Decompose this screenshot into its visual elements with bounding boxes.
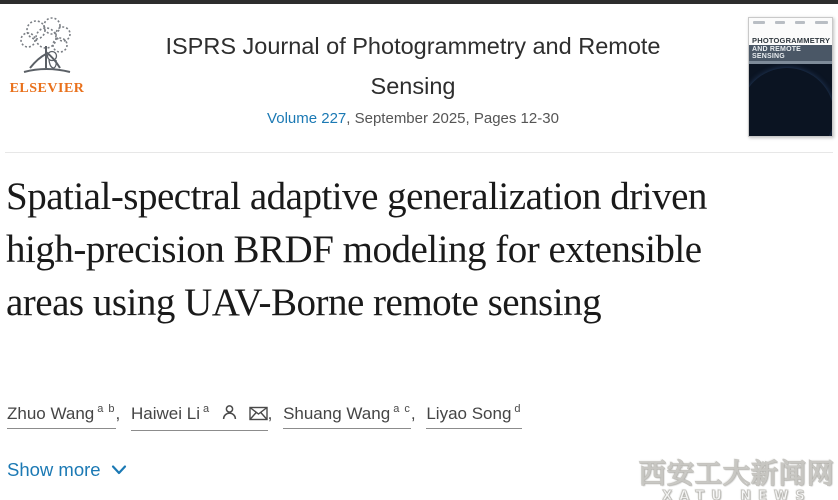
journal-cover-thumbnail[interactable] [748,17,833,137]
journal-banner [0,4,838,153]
volume-issue-line [123,110,703,127]
chevron-down-icon [111,464,127,476]
elsevier-logo[interactable] [8,16,86,97]
elsevier-tree-icon [8,16,86,80]
affiliation-superscript: d [514,403,522,415]
author-separator: , [115,404,121,423]
affiliation-superscript: a [203,403,211,415]
author-shuang-wang[interactable]: Shuang Wang $^{a c}$ [283,403,411,429]
show-more-label: Show more [7,459,101,480]
envelope-icon[interactable] [244,406,268,425]
cover-masthead [749,18,832,34]
author-separator: , [410,404,416,423]
article-title: Spatial-spectral adaptive generalization driven high-precision BRDF modeling for extensible areas using UAV-Borne remote sensing [6,175,707,324]
author-separator: , [267,404,273,423]
watermark-chinese: 西安工大新闻网 [639,459,835,490]
author-zhuo-wang[interactable]: Zhuo Wang $^{a b}$ [7,403,116,429]
affiliation-superscript: a c [393,403,411,415]
author-haiwei-li[interactable]: Haiwei Li $^a$ [131,403,268,431]
show-more-button[interactable] [7,459,127,481]
earth-globe-graphic [749,68,832,137]
person-icon[interactable] [216,406,238,425]
watermark [639,461,835,500]
journal-title-link[interactable]: ISPRS Journal of Photogrammetry and Remote Sensing [165,33,661,99]
header-divider [5,152,833,153]
cover-title-line2: AND REMOTE SENSING [749,45,832,61]
author-list [7,403,827,431]
cover-title-line1: PHOTOGRAMMETRY [752,36,831,45]
cover-earth-image [749,64,832,137]
elsevier-wordmark: ELSEVIER [9,81,85,96]
author-liyao-song[interactable]: Liyao Song $^d$ [426,403,521,429]
volume-link[interactable]: Volume 227 [267,110,347,127]
issue-details: , September 2025, Pages 12-30 [346,110,559,127]
watermark-english: XATU NEWS [662,489,812,500]
affiliation-superscript: a b [97,403,116,415]
